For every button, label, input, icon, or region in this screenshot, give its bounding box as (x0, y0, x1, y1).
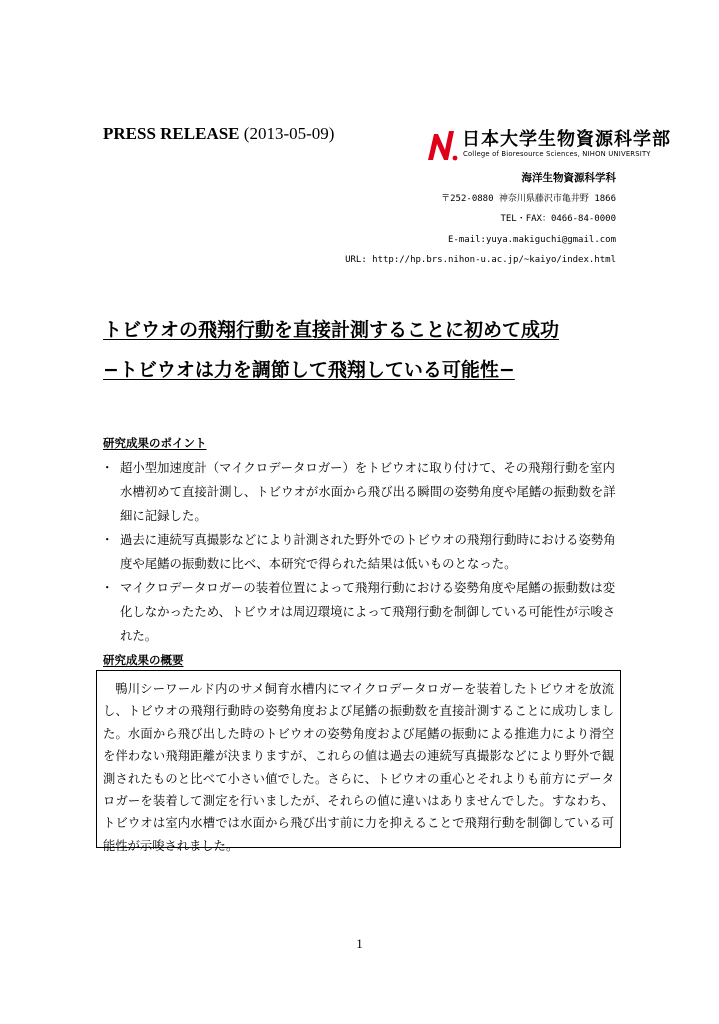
headline (103, 310, 559, 390)
list-item: ・ 超小型加速度計（マイクロデータロガー）をトビウオに取り付けて、その飛翔行動を室内水槽初めて直接計測し、トビウオが水面から飛び出る瞬間の姿勢角度や尾鰭の振動数を詳細に記録した。 (103, 456, 623, 528)
university-logo-icon (425, 128, 459, 162)
list-item: ・ 過去に連続写真撮影などにより計測された野外でのトビウオの飛翔行動時における姿勢角度や尾鰭の振動数に比べ、本研究で得られた結果は低いものとなった。 (103, 528, 623, 576)
department-name: 海洋生物資源科学科 (521, 172, 616, 184)
headline-subtitle: −トビウオは力を調節して飛翔している可能性− (103, 359, 515, 381)
contact-block (345, 168, 616, 271)
website-url: URL: http://hp.brs.nihon-u.ac.jp/~kaiyo/index.html (345, 255, 616, 265)
university-name: 日本大学生物資源科学部 (462, 129, 671, 150)
points-list (103, 456, 623, 648)
points-heading: 研究成果のポイント (103, 436, 207, 450)
headline-title: トビウオの飛翔行動を直接計測することに初めて成功 (103, 319, 560, 341)
list-item: ・ マイクロデータロガーの装着位置によって飛翔行動における姿勢角度や尾鰭の振動数は変化しなかったため、トビウオは周辺環境によって飛翔行動を制御している可能性が示唆された。 (103, 576, 623, 648)
summary-heading: 研究成果の概要 (103, 653, 184, 667)
press-release-label: PRESS RELEASE (103, 124, 240, 143)
postal-address: 〒252-0880 神奈川県藤沢市亀井野 1866 (441, 193, 616, 204)
press-release-header (103, 124, 334, 144)
tel-fax: TEL・FAX：0466-84-0000 (500, 214, 616, 224)
release-date: (2013-05-09) (243, 124, 335, 143)
summary-box: 鴨川シーワールド内のサメ飼育水槽内にマイクロデータロガーを装着したトビウオを放流し、トビウオの飛翔行動時の姿勢角度および尾鰭の振動数を直接計測することに成功しました。水面から飛び出した時のトビウオの姿勢角度および尾鰭の振動による推進力により滑空を伴わない飛翔距離が決まりますが、これらの値は過去の連続写真撮影などにより野外で観測されたものと比べて小さい値でした。さらに、トビウオの重心とそれよりも前方にデータロガーを装着して測定を行いましたが、それらの値に違いはありませんでした。すなわち、トビウオは室内水槽では水面から飛び出す前に力を抑えることで飛翔行動を制御している可能性が示唆されました。 (96, 670, 621, 848)
page-number: 1 (356, 936, 363, 951)
email-address: E-mail:yuya.makiguchi@gmail.com (448, 234, 616, 245)
university-name-english: College of Bioresource Sciences, NIHON UNIVERSITY (463, 150, 651, 158)
